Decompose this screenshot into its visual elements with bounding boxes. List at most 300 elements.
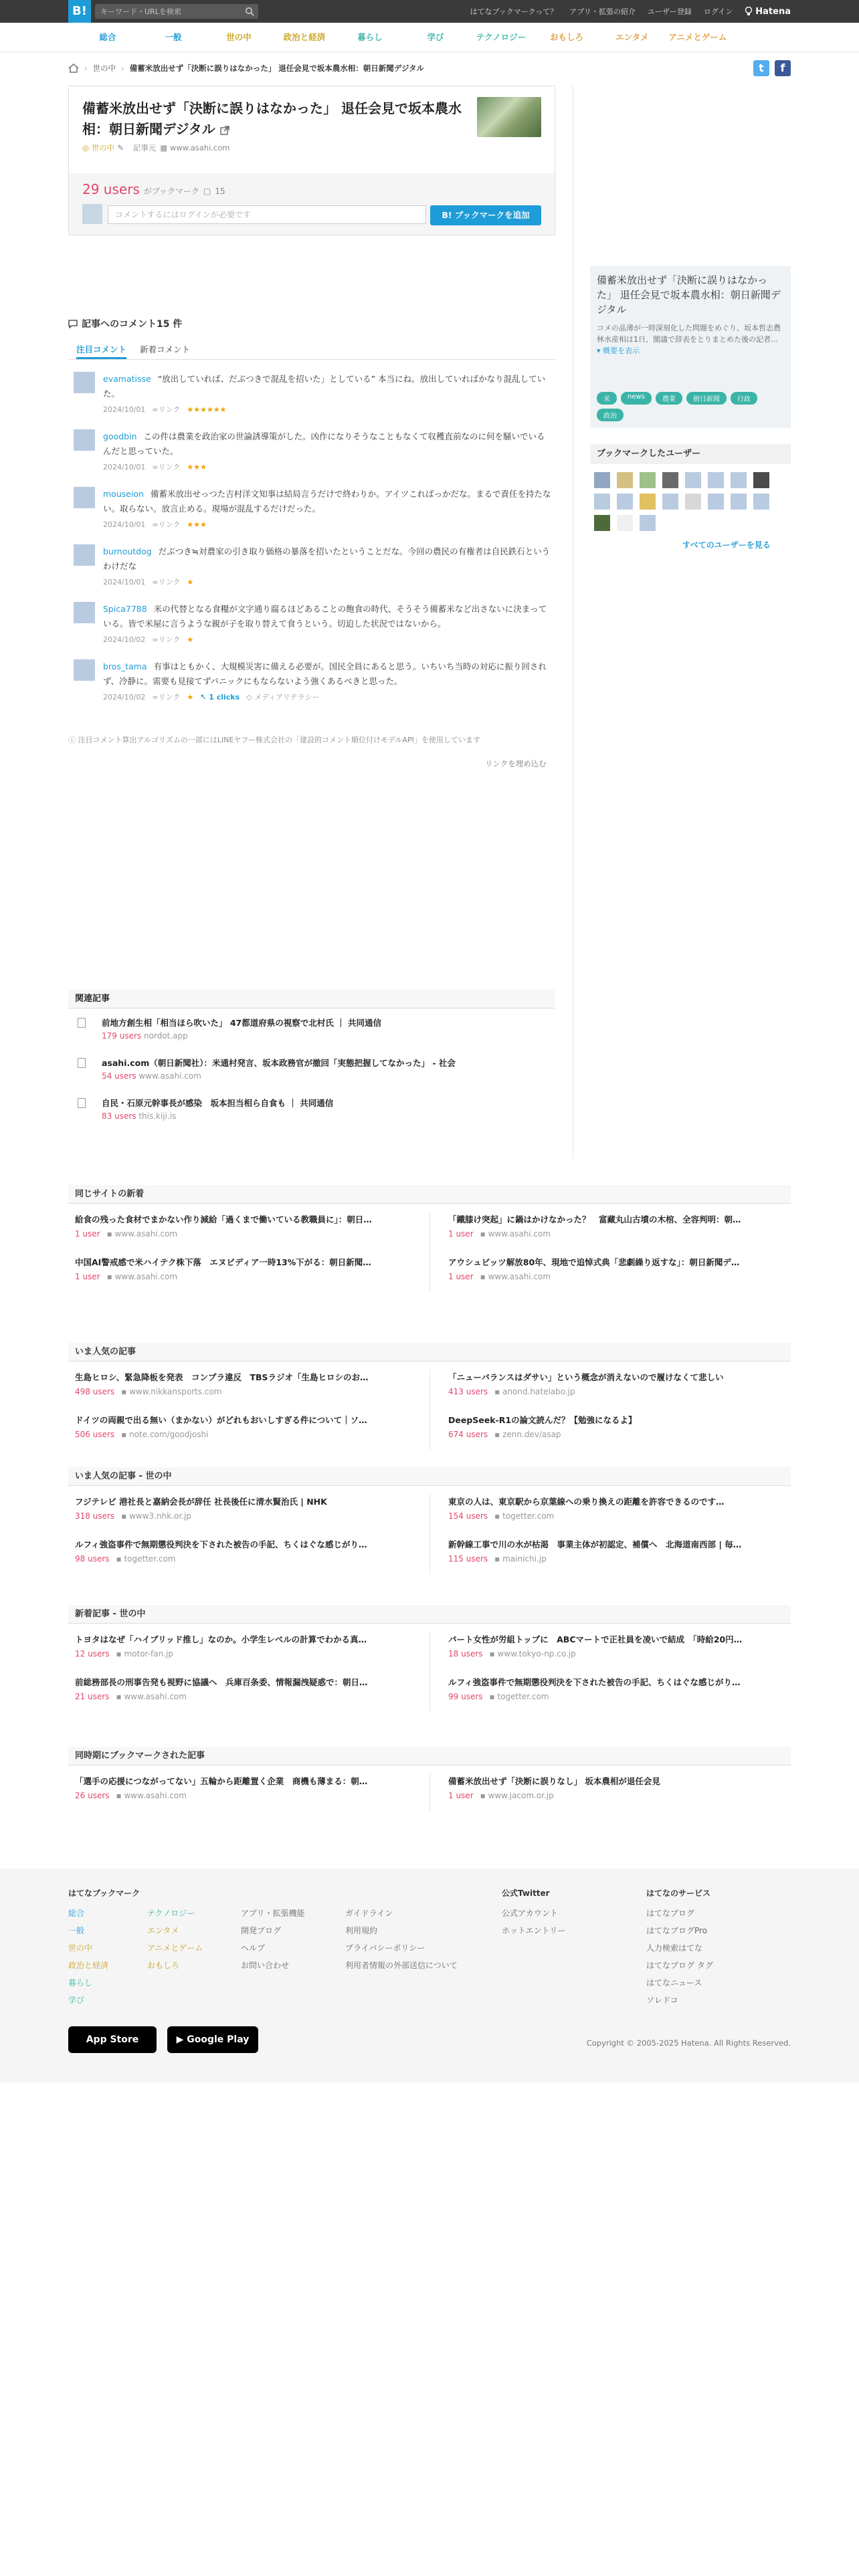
user-avatar[interactable] — [662, 494, 678, 510]
user-avatar[interactable] — [74, 659, 95, 681]
tag-pill[interactable]: 政治 — [597, 409, 624, 421]
footer-link-blog[interactable]: はてなブログ — [646, 1909, 695, 1918]
article-domain[interactable] — [494, 1511, 554, 1521]
tab-category[interactable]: 世の中 — [226, 32, 252, 42]
article-domain[interactable] — [116, 1692, 187, 1701]
article-domain[interactable] — [121, 1387, 221, 1396]
section-header-popular-world: いま人気の記事 - 世の中 — [68, 1467, 791, 1486]
footer-link-manabi[interactable]: 学び — [68, 1996, 85, 2005]
article-card[interactable] — [448, 1676, 789, 1701]
google-play-label: Google Play — [187, 2034, 250, 2045]
article-title[interactable]: ルフィ強盗事件で無期懲役判決を下された被告の手記、ちくはぐな感じがり… — [75, 1539, 367, 1549]
user-avatar[interactable] — [594, 472, 610, 488]
entry-category[interactable]: ◎ 世の中 — [82, 143, 115, 152]
facebook-share-icon[interactable]: f — [775, 60, 791, 76]
comment-username[interactable]: mouseion — [103, 489, 144, 499]
article-users[interactable]: 154 users — [448, 1511, 488, 1521]
tag-list — [597, 392, 784, 421]
footer-link-apps[interactable]: アプリ・拡張機能 — [241, 1909, 305, 1918]
comment-username[interactable]: bros_tama — [103, 661, 147, 671]
twitter-share-icon[interactable]: t — [753, 60, 769, 76]
comment-body — [103, 544, 551, 590]
link-icon: ∞ — [152, 463, 159, 471]
article-users[interactable]: 1 user — [448, 1791, 474, 1800]
article-domain[interactable] — [490, 1649, 576, 1658]
article-domain-text: togetter.com — [497, 1692, 549, 1701]
article-users[interactable]: 12 users — [75, 1649, 110, 1658]
favicon-icon: ▪ — [116, 1554, 124, 1564]
article-domain[interactable] — [480, 1791, 554, 1800]
article-title[interactable]: 「ニューバランスはダサい」という概念が消えないので履けなくて悲しい — [448, 1372, 724, 1382]
comment-input[interactable] — [108, 205, 426, 224]
show-summary-label: 概要を表示 — [603, 346, 640, 355]
all-users-link[interactable]: すべてのユーザーを見る — [682, 540, 771, 550]
article-card[interactable] — [75, 1676, 416, 1701]
footer-link-sougou[interactable]: 総合 — [68, 1909, 85, 1918]
star-rating[interactable]: ★ — [187, 578, 194, 586]
article-title[interactable]: 東京の人は、東京駅から京葉線への乗り換えの距離を許容できるのです… — [448, 1497, 725, 1507]
comment-link[interactable] — [152, 690, 180, 705]
entry-domain-text: www.asahi.com — [169, 143, 230, 152]
app-store-button[interactable] — [68, 2026, 157, 2053]
chevron-right-icon: › — [84, 64, 88, 73]
article-card[interactable] — [448, 1371, 789, 1396]
tag-pill[interactable]: news — [621, 392, 652, 405]
article-domain[interactable] — [107, 1229, 177, 1239]
entry-card — [68, 86, 555, 235]
comment-link[interactable] — [152, 403, 180, 417]
article-users[interactable]: 318 users — [75, 1511, 115, 1521]
login-link[interactable]: ログイン — [703, 7, 733, 16]
footer-col-twitter — [502, 1885, 566, 1939]
article-card[interactable] — [75, 1633, 416, 1658]
article-domain[interactable] — [480, 1229, 551, 1239]
favicon-icon: ▪ — [121, 1511, 130, 1521]
article-card[interactable] — [448, 1495, 789, 1521]
search-input[interactable] — [100, 5, 234, 17]
comment-link-label: リンク — [158, 463, 181, 471]
article-title[interactable]: ドイツの両親で出る無い（まかない）がどれもおいしすぎる件について｜ソ… — [75, 1415, 367, 1425]
cursor-icon: ↖ — [200, 693, 209, 702]
footer-link-guideline[interactable]: ガイドライン — [345, 1909, 393, 1918]
comment-username[interactable]: goodbin — [103, 431, 137, 441]
article-domain[interactable] — [121, 1511, 191, 1521]
user-avatar[interactable] — [685, 494, 701, 510]
article-title[interactable]: 生島ヒロシ、緊急降板を発表 コンプラ違反 TBSラジオ「生島ヒロシのお… — [75, 1372, 369, 1382]
tag-pill[interactable]: 農業 — [656, 392, 682, 405]
article-meta — [448, 1649, 789, 1658]
article-meta — [448, 1511, 789, 1521]
comment-link[interactable] — [152, 518, 180, 532]
favicon-icon: ▪ — [489, 1692, 498, 1701]
search-box[interactable] — [95, 4, 258, 19]
user-avatar[interactable] — [617, 515, 633, 531]
article-title[interactable]: 「選手の応援につながってない」五輪から距離置く企業 商機も薄まる：朝… — [75, 1776, 368, 1786]
article-domain[interactable] — [494, 1387, 575, 1396]
article-card[interactable] — [448, 1538, 789, 1564]
comment-username[interactable]: Spica7788 — [103, 604, 147, 614]
share-buttons — [753, 60, 791, 76]
star-rating[interactable]: ★★★ — [187, 463, 207, 471]
section-header-same-site: 同じサイトの新着 — [68, 1185, 791, 1204]
article-meta — [75, 1791, 416, 1800]
user-avatar[interactable] — [640, 472, 656, 488]
article-card[interactable] — [448, 1414, 789, 1439]
related-title[interactable]: asahi.com（朝日新聞社）：米通村発言、坂本政務官が撤回「実態把握してなかった」 - 社会 — [102, 1058, 456, 1068]
user-avatar[interactable] — [74, 429, 95, 451]
comment-date[interactable]: 2024/10/01 — [103, 520, 146, 529]
tab-category[interactable]: 暮らし — [357, 32, 383, 42]
google-play-button[interactable]: ▶ Google Play — [167, 2026, 258, 2053]
comment-date[interactable]: 2024/10/02 — [103, 635, 146, 644]
article-domain-text: www.asahi.com — [124, 1692, 187, 1701]
article-domain-text: www3.nhk.or.jp — [129, 1511, 191, 1521]
favicon-icon: ▪ — [489, 1649, 498, 1658]
related-title[interactable]: 自民・石原元幹事長が感染 坂本担当相ら自食も ｜ 共同通信 — [102, 1098, 334, 1108]
article-title[interactable]: 給食の残った食材でまかない作り減給「過くまで働いている教職員に」：朝日… — [75, 1214, 372, 1224]
article-users[interactable]: 99 users — [448, 1692, 483, 1701]
footer-col-bookmark — [68, 1885, 140, 2009]
article-card[interactable] — [75, 1371, 416, 1396]
footer-link-seiji[interactable]: 政治と経済 — [68, 1961, 109, 1970]
entry-category-label: 世の中 — [91, 143, 115, 152]
tag-pill[interactable]: 朝日新聞 — [686, 392, 727, 405]
user-avatar[interactable] — [753, 494, 769, 510]
home-icon[interactable] — [68, 64, 79, 73]
tab-new-comments[interactable]: 新着コメント — [140, 344, 191, 354]
show-summary-link[interactable]: ▾ 概要を表示 — [597, 346, 640, 355]
favicon-icon: ▪ — [494, 1430, 503, 1439]
clicks-label: 1 clicks — [209, 693, 240, 702]
article-title[interactable]: 中国AI警戒感で米ハイテク株下落 エヌビディア一時13%下がる：朝日新聞… — [75, 1257, 371, 1267]
article-card[interactable] — [448, 1256, 789, 1281]
footer-link-external[interactable]: 利用者情報の外部送信について — [345, 1961, 458, 1970]
article-meta — [448, 1791, 789, 1800]
article-users[interactable]: 498 users — [75, 1387, 115, 1396]
user-avatar[interactable] — [617, 472, 633, 488]
article-users[interactable]: 98 users — [75, 1554, 110, 1564]
favicon-icon: ▪ — [121, 1430, 130, 1439]
document-icon — [78, 1098, 86, 1108]
comment-link[interactable] — [152, 460, 180, 475]
related-meta — [102, 1031, 188, 1041]
comment-meta — [103, 690, 551, 705]
comment-link-label: リンク — [158, 405, 181, 414]
footer-link-official[interactable]: 公式アカウント — [502, 1909, 558, 1918]
footer-twitter-title: 公式Twitter — [502, 1889, 550, 1898]
article-title[interactable]: DeepSeek-R1の論文読んだ？【勉強になるよ】 — [448, 1415, 637, 1425]
add-bookmark-button[interactable]: B! ブックマークを追加 — [430, 205, 541, 225]
article-users[interactable]: 21 users — [75, 1692, 110, 1701]
user-avatar[interactable] — [640, 515, 656, 531]
article-meta — [448, 1387, 789, 1396]
user-avatar[interactable] — [74, 372, 95, 393]
top-links — [470, 0, 791, 23]
user-avatar[interactable] — [74, 487, 95, 508]
hatena-bookmark-logo[interactable]: B! — [68, 0, 91, 23]
article-meta — [448, 1692, 789, 1701]
tab-category[interactable]: 一般 — [165, 32, 182, 42]
footer-link-tech[interactable]: テクノロジー — [147, 1909, 195, 1918]
related-users[interactable]: 83 users — [102, 1111, 136, 1121]
article-users[interactable]: 18 users — [448, 1649, 483, 1658]
footer-col-services — [646, 1885, 713, 2009]
footer-link-ippan[interactable]: 一般 — [68, 1926, 85, 1935]
edit-pencil-icon[interactable]: ✎ — [117, 143, 124, 152]
article-users[interactable]: 115 users — [448, 1554, 488, 1564]
footer-link-jinriki[interactable]: 人力検索はてな — [646, 1943, 703, 1953]
user-avatar[interactable] — [594, 515, 610, 531]
related-users[interactable]: 179 users — [102, 1031, 142, 1041]
algorithm-note-text: 注目コメント算出アルゴリズムの一部にはLINEヤフー株式会社の「建設的コメント順位付けモデルAPI」を使用しています — [78, 736, 480, 744]
comment-date[interactable]: 2024/10/01 — [103, 578, 146, 586]
tab-popular-comments[interactable]: 注目コメント — [76, 340, 126, 359]
tab-category[interactable]: アニメとゲーム — [668, 32, 727, 42]
clicks-count[interactable] — [200, 690, 240, 705]
kiji-label: 記事元 — [132, 143, 157, 152]
star-rating[interactable]: ★ — [187, 693, 194, 702]
article-meta — [448, 1430, 789, 1439]
article-domain-text: togetter.com — [124, 1554, 176, 1564]
document-icon — [78, 1058, 86, 1068]
entry-title[interactable] — [82, 98, 470, 140]
external-link-icon[interactable] — [220, 126, 229, 135]
user-avatar[interactable] — [708, 494, 724, 510]
tag-icon: ◇ — [246, 693, 255, 702]
comment-body — [103, 372, 551, 417]
favicon-icon: ▪ — [494, 1387, 503, 1396]
article-domain[interactable] — [494, 1554, 547, 1564]
sidebar-desc-text: コメの品薄が一時深刻化した問題をめぐり、坂本哲志農林水産相は1日、閣議で辞表をとりまとめた後の記者… — [597, 324, 781, 344]
comment-link-label: リンク — [158, 693, 181, 702]
comment-count: 15 — [215, 187, 225, 196]
register-link[interactable]: ユーザー登録 — [647, 7, 692, 16]
article-title[interactable]: トヨタはなぜ「ハイブリッド推し」なのか。小学生レベルの計算でわかる真… — [75, 1634, 367, 1644]
footer-link-blogpro[interactable]: はてなブログPro — [646, 1926, 708, 1935]
article-meta — [448, 1554, 789, 1564]
related-domain[interactable]: nordot.app — [143, 1031, 188, 1041]
footer-link-entame[interactable]: エンタメ — [147, 1926, 179, 1935]
related-meta — [102, 1111, 176, 1121]
article-users[interactable]: 413 users — [448, 1387, 488, 1396]
link-icon: ∞ — [152, 405, 159, 414]
article-card[interactable] — [448, 1213, 789, 1239]
footer-link-news[interactable]: はてなニュース — [646, 1978, 702, 1988]
entry-title-text[interactable]: 備蓄米放出せず「決断に誤りはなかった」 退任会見で坂本農水相：朝日新聞デジタル — [82, 100, 462, 137]
comment-meta — [103, 518, 551, 532]
article-domain[interactable] — [490, 1692, 549, 1701]
article-card[interactable] — [448, 1633, 789, 1658]
tab-category[interactable]: 学び — [427, 32, 444, 42]
article-card[interactable] — [75, 1538, 416, 1564]
article-users[interactable]: 674 users — [448, 1430, 488, 1439]
breadcrumb — [68, 59, 791, 78]
article-meta — [448, 1229, 789, 1239]
footer-link-privacy[interactable]: プライバシーポリシー — [345, 1943, 425, 1953]
article-domain-text: www.asahi.com — [488, 1272, 551, 1281]
section-header-popular: いま人気の記事 — [68, 1343, 791, 1362]
article-card[interactable] — [75, 1256, 416, 1281]
comment-meta — [103, 403, 551, 417]
users-count[interactable] — [82, 181, 225, 197]
article-users[interactable]: 1 user — [448, 1272, 474, 1281]
comment-tag[interactable] — [246, 690, 319, 705]
related-meta — [102, 1071, 201, 1081]
article-meta — [75, 1511, 416, 1521]
comment-date[interactable]: 2024/10/02 — [103, 693, 146, 702]
article-domain[interactable] — [116, 1791, 187, 1800]
user-avatar[interactable] — [731, 472, 747, 488]
article-meta — [448, 1272, 789, 1281]
tab-category[interactable]: 政治と経済 — [283, 32, 326, 42]
entry-domain[interactable]: ▦ www.asahi.com — [160, 143, 230, 152]
star-rating[interactable]: ★★★★★★ — [187, 405, 227, 414]
comment-link[interactable] — [152, 575, 180, 590]
comment-date[interactable]: 2024/10/01 — [103, 405, 146, 414]
article-domain[interactable] — [107, 1272, 177, 1281]
add-bookmark-label: ブックマークを追加 — [454, 210, 530, 220]
my-avatar — [82, 204, 102, 224]
footer-link-yononaka[interactable]: 世の中 — [68, 1943, 93, 1953]
users-count-number[interactable]: 29 users — [82, 181, 140, 197]
bookmark-users-header: ブックマークしたユーザー — [590, 444, 791, 464]
article-card[interactable] — [75, 1495, 416, 1521]
comment-body — [103, 487, 551, 532]
footer-col-policy — [345, 1905, 458, 1974]
tab-category[interactable]: おもしろ — [549, 32, 583, 42]
footer-link-devblog[interactable]: 開発ブログ — [241, 1926, 282, 1935]
article-title[interactable]: ルフィ強盗事件で無期懲役判決を下された被告の手記、ちくはぐな感じがり… — [448, 1677, 741, 1687]
article-domain[interactable] — [480, 1272, 551, 1281]
footer-link-help[interactable]: ヘルプ — [241, 1943, 266, 1953]
entry-thumbnail[interactable] — [477, 97, 541, 137]
copyright: Copyright © 2005-2025 Hatena. All Rights Reserved. — [586, 2038, 791, 2048]
article-domain[interactable] — [121, 1430, 208, 1439]
related-users[interactable]: 54 users — [102, 1071, 136, 1081]
comment-link-label: リンク — [158, 635, 181, 644]
article-card[interactable] — [75, 1775, 416, 1800]
star-rating[interactable]: ★ — [187, 635, 194, 644]
comment-body — [103, 429, 551, 475]
comment-link[interactable] — [152, 633, 180, 647]
article-domain-text: www.jacom.or.jp — [488, 1791, 554, 1800]
user-avatar[interactable] — [662, 472, 678, 488]
related-domain[interactable]: www.asahi.com — [138, 1071, 201, 1081]
user-avatar[interactable] — [731, 494, 747, 510]
article-title[interactable]: パート女性が労組トップに ABCマートで正社員を凌いで結成 「時給20円… — [448, 1634, 743, 1644]
users-count-label: がブックマーク — [143, 187, 200, 196]
article-domain-text: motor-fan.jp — [124, 1649, 173, 1658]
article-title[interactable]: 新幹線工事で川の水が枯渇 事業主体が初認定、補償へ 北海道南西部 | 毎… — [448, 1539, 742, 1549]
article-meta — [75, 1649, 416, 1658]
footer-link-omoshiro[interactable]: おもしろ — [147, 1961, 180, 1970]
comment-text: 米の代替となる食糧が文字通り腐るほどあることの飽食の時代、そうそう備蓄米など出さないに決まっている。皆で米屋に言うような親が子を取り替えて食うという。切迫した状況ではないから。 — [103, 604, 547, 629]
related-domain[interactable]: this.kiji.is — [138, 1111, 177, 1121]
article-domain[interactable] — [116, 1554, 176, 1564]
favicon-icon: ▪ — [494, 1554, 503, 1564]
user-avatar[interactable] — [685, 472, 701, 488]
star-rating[interactable]: ★★★ — [187, 520, 207, 529]
user-avatar[interactable] — [617, 494, 633, 510]
comment-body — [103, 602, 551, 647]
comment-text: 備蓄米放出せっつた吉村洋文知事は結局言うだけで終わりか。アイツこればっかだな。まるで責任を持たない。取らない。放言止める。現場が混乱するだけだった。 — [103, 489, 551, 514]
footer-link-blogtag[interactable]: はてなブログ タグ — [646, 1961, 713, 1970]
article-users[interactable]: 506 users — [75, 1430, 115, 1439]
breadcrumb-section[interactable]: 世の中 — [92, 64, 116, 73]
tag-pill[interactable]: 米 — [597, 392, 617, 405]
footer-link-terms[interactable]: 利用規約 — [345, 1926, 378, 1935]
footer-link-anime[interactable]: アニメとゲーム — [147, 1943, 203, 1953]
comments-title-text: 記事へのコメント15 件 — [82, 319, 183, 330]
user-avatar[interactable] — [753, 472, 769, 488]
comment-count-icon: ▢ — [203, 187, 211, 196]
article-title[interactable]: アウシュビッツ解放80年、現地で追悼式典「悲劇繰り返すな」：朝日新聞デ… — [448, 1257, 740, 1267]
tab-category[interactable]: 総合 — [99, 32, 116, 42]
favicon-icon: ▪ — [121, 1387, 130, 1396]
apps-link[interactable]: アプリ・拡張の紹介 — [569, 7, 636, 16]
article-domain[interactable] — [116, 1649, 173, 1658]
user-avatar[interactable] — [640, 494, 656, 510]
user-avatar[interactable] — [708, 472, 724, 488]
article-title[interactable]: 「鐵膝け突起」に鍋はかけなかった？ 富藏丸山古墳の木棺、全容判明：朝… — [448, 1214, 741, 1224]
footer-col-apps — [241, 1905, 305, 1974]
comments-title — [68, 317, 182, 330]
tab-category[interactable]: エンタメ — [615, 32, 649, 42]
article-meta — [75, 1430, 416, 1439]
user-avatar[interactable] — [594, 494, 610, 510]
search-icon[interactable] — [245, 7, 254, 16]
about-link[interactable]: はてなブックマークって？ — [470, 7, 558, 16]
article-card[interactable] — [75, 1414, 416, 1439]
user-avatar[interactable] — [74, 544, 95, 566]
sidebar-desc — [597, 322, 784, 356]
article-users[interactable]: 1 user — [75, 1229, 100, 1239]
article-users[interactable]: 1 user — [75, 1272, 100, 1281]
footer-col-categories2 — [147, 1905, 203, 1974]
comment-date[interactable]: 2024/10/01 — [103, 463, 146, 471]
article-users[interactable]: 1 user — [448, 1229, 474, 1239]
favicon-icon: ▪ — [106, 1272, 115, 1281]
article-title[interactable]: 備蓄米放出せず「決断に誤りなし」 坂本農相が退任会見 — [448, 1776, 660, 1786]
comment-username[interactable]: burnoutdog — [103, 546, 152, 556]
footer-link-hotentry[interactable]: ホットエントリー — [502, 1926, 566, 1935]
article-card[interactable] — [75, 1213, 416, 1239]
embed-link[interactable]: リンクを埋め込む — [485, 759, 547, 768]
tab-category[interactable]: テクノロジー — [476, 32, 527, 42]
related-title[interactable]: 前地方創生相「相当ほら吹いた」 47都道府県の視察で北村氏 ｜ 共同通信 — [102, 1018, 381, 1028]
footer-link-kurashi[interactable]: 暮らし — [68, 1978, 93, 1988]
article-title[interactable]: 前総務部長の刑事告発も視野に協議へ 兵庫百条委、情報漏洩疑惑で：朝日… — [75, 1677, 368, 1687]
app-store-label: App Store — [86, 2034, 139, 2045]
comment-link-label: リンク — [158, 520, 181, 529]
footer-link-contact[interactable]: お問い合わせ — [241, 1961, 290, 1970]
hatena-brand-label: Hatena — [755, 6, 791, 17]
article-domain-text: www.asahi.com — [114, 1229, 178, 1239]
sidebar-title[interactable]: 備蓄米放出せず「決断に誤りはなかった」 退任会見で坂本農水相：朝日新聞デジタル — [597, 274, 781, 316]
comment-username[interactable]: evamatisse — [103, 374, 151, 384]
hatena-bulb-icon — [745, 7, 753, 16]
hatena-brand[interactable] — [745, 7, 791, 17]
user-avatar[interactable] — [74, 602, 95, 623]
article-domain-text: www.asahi.com — [124, 1791, 187, 1800]
article-title[interactable]: フジテレビ 港社長と嘉納会長が辞任 社長後任に清水賢治氏 | NHK — [75, 1497, 327, 1507]
footer-link-soredoko[interactable]: ソレドコ — [646, 1996, 678, 2005]
article-meta — [75, 1229, 416, 1239]
article-domain[interactable] — [494, 1430, 561, 1439]
tag-pill[interactable]: 行政 — [731, 392, 757, 405]
article-users[interactable]: 26 users — [75, 1791, 110, 1800]
article-card[interactable] — [448, 1775, 789, 1800]
